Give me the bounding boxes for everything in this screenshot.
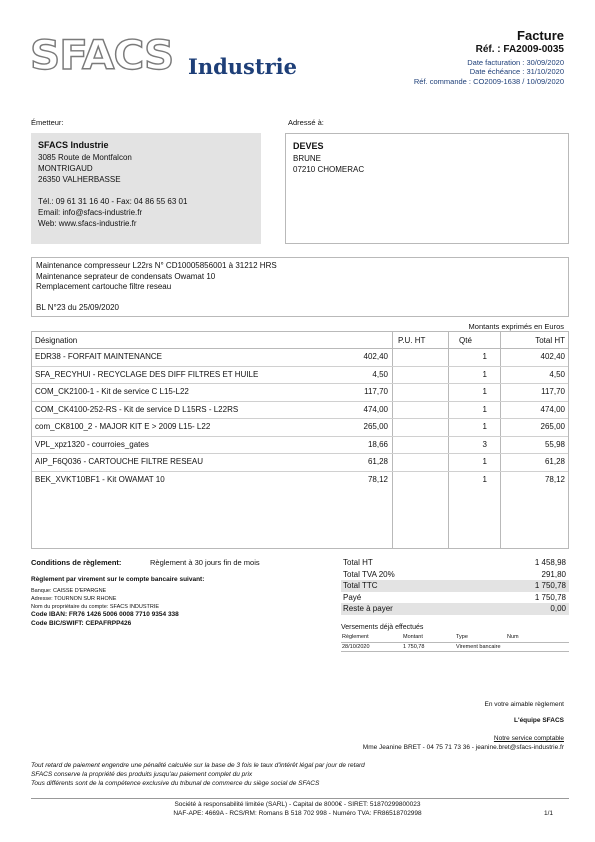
col-montant: Montant (403, 634, 423, 640)
legal-notice: Tout retard de paiement engendre une pénalité calculée sur la base de 3 fois le taux d'intérêt légal par jour de retard (31, 762, 365, 769)
item-unit-price: 61,28 (367, 457, 388, 466)
company-logo: SFACS (30, 33, 174, 79)
payment-amount: 1 750,78 (403, 644, 425, 650)
recipient-name: DEVES (293, 141, 324, 151)
item-quantity: 1 (482, 404, 487, 414)
col-designation: Désignation (35, 336, 78, 345)
table-row (32, 453, 568, 472)
total-label: Total TTC (343, 581, 378, 590)
item-quantity: 1 (482, 352, 487, 361)
item-total: 265,00 (540, 422, 565, 431)
description-line: Maintenance compresseur L22rs N° CD10005856001 à 31212 HRS (36, 261, 277, 270)
item-designation: AIP_F6Q036 - CARTOUCHE FILTRE RESEAU (35, 457, 204, 466)
total-label: Reste à payer (343, 604, 393, 613)
description-line: Maintenance seprateur de condensats Owamat 10 (36, 271, 216, 281)
intervention-description (31, 257, 569, 317)
item-designation: EDR38 - FORFAIT MAINTENANCE (35, 352, 162, 361)
table-row (32, 348, 568, 367)
sender-address-3: 26350 VALHERBASSE (38, 175, 121, 184)
invoice-ref: Réf. : FA2009-0035 (475, 44, 564, 55)
company-legal-info: Société à responsabilité limitée (SARL) - Capital de 8000€ - SIRET: 51870299800023 (174, 801, 421, 808)
item-total: 61,28 (544, 457, 565, 466)
table-header (32, 332, 568, 349)
col-quantity: Qté (459, 336, 472, 345)
item-designation: COM_CK4100-252-RS - Kit de service D L15RS - L22RS (35, 404, 239, 414)
item-unit-price: 4,50 (372, 369, 388, 379)
item-total: 4,50 (549, 369, 565, 379)
sender-label: Émetteur: (31, 118, 64, 127)
legal-notice: Tous différents sont de la compétence exclusive du tribunal de commerce du siège social de SFACS (31, 780, 320, 787)
currency-note: Montants exprimés en Euros (468, 322, 564, 331)
table-row (32, 401, 568, 420)
payments-header (341, 634, 569, 643)
sender-name: SFACS Industrie (38, 140, 109, 150)
sender-address-1: 3085 Route de Montfalcon (38, 153, 132, 162)
payment-terms-value: Règlement à 30 jours fin de mois (150, 558, 260, 567)
invoice-title: Facture (517, 28, 564, 43)
item-quantity: 1 (482, 422, 487, 431)
total-tva-row (341, 569, 569, 581)
iban: Code IBAN: FR76 1426 5006 0008 7710 9354 338 (31, 611, 179, 618)
total-ttc-row (341, 580, 569, 592)
recipient-block (285, 133, 569, 244)
item-designation: SFA_RECYHUI - RECYCLAGE DES DIFF FILTRES ET HUILE (35, 369, 259, 379)
item-quantity: 1 (482, 369, 487, 379)
item-designation: com_CK8100_2 - MAJOR KIT E > 2009 L15- L22 (35, 422, 211, 431)
accounting-contact: Mme Jeanine BRET - 04 75 71 73 36 - jeanine.bret@sfacs-industrie.fr (362, 744, 564, 751)
col-unit-price: P.U. HT (398, 336, 426, 345)
total-label: Total HT (343, 558, 373, 567)
total-label: Total TVA 20% (343, 569, 395, 579)
bank-address: Adresse: TOURNON SUR RHONE (31, 596, 117, 602)
payment-terms-label: Conditions de règlement: (31, 558, 122, 567)
total-label: Payé (343, 592, 362, 602)
sender-block (31, 133, 261, 244)
total-value: 0,00 (550, 604, 566, 613)
item-total: 78,12 (544, 474, 565, 484)
total-value: 1 458,98 (534, 558, 566, 567)
bank-transfer-heading: Règlement par virement sur le compte bancaire suivant: (31, 576, 205, 583)
legal-notice: SFACS conserve la propriété des produits jusqu'au paiement complet du prix (31, 771, 253, 778)
payment-type: Virement bancaire (456, 644, 501, 650)
company-registration-info: NAF-APE: 4669A - RCS/RM: Romans B 518 702 998 - Numéro TVA: FR86518702998 (173, 810, 422, 817)
sender-phone: Tél.: 09 61 31 16 40 - Fax: 04 86 55 63 01 (38, 197, 188, 206)
payment-date: 28/10/2020 (342, 644, 370, 650)
item-designation: VPL_xpz1320 - courroies_gates (35, 439, 149, 449)
footer-divider (31, 798, 569, 799)
item-total: 117,70 (541, 387, 565, 396)
payments-made-table (341, 634, 569, 652)
sender-email[interactable]: Email: info@sfacs-industrie.fr (38, 208, 143, 217)
item-quantity: 1 (482, 474, 487, 484)
item-total: 474,00 (540, 404, 565, 414)
item-quantity: 3 (482, 439, 487, 449)
table-row (32, 471, 568, 489)
table-row (32, 366, 568, 385)
page-number: 1/1 (543, 810, 553, 817)
item-total: 55,98 (544, 439, 565, 449)
item-unit-price: 474,00 (363, 404, 388, 414)
item-designation: COM_CK2100-1 - Kit de service C L15-L22 (35, 387, 189, 396)
sender-website[interactable]: Web: www.sfacs-industrie.fr (38, 219, 137, 228)
recipient-line-2: 07210 CHOMERAC (293, 165, 365, 174)
paid-row (341, 592, 569, 604)
closing-team: L'équipe SFACS (514, 717, 564, 724)
item-quantity: 1 (482, 387, 487, 396)
total-value: 1 750,78 (534, 581, 566, 590)
closing-regards: En votre aimable règlement (484, 701, 564, 708)
item-unit-price: 78,12 (367, 474, 388, 484)
accounting-service: Notre service comptable (493, 735, 564, 742)
recipient-label: Adressé à: (288, 118, 324, 127)
payments-made-heading: Versements déjà effectués (341, 624, 424, 631)
total-value: 291,80 (541, 569, 566, 579)
item-unit-price: 18,66 (367, 439, 388, 449)
invoice-date: Date facturation : 30/09/2020 (467, 58, 564, 67)
bank-name: Banque: CAISSE D'EPARGNE (31, 588, 107, 594)
table-row (32, 436, 568, 455)
col-type: Type (456, 634, 468, 640)
delivery-note-ref: BL N°23 du 25/09/2020 (36, 303, 119, 312)
item-unit-price: 265,00 (363, 422, 388, 431)
item-quantity: 1 (482, 457, 487, 466)
item-unit-price: 117,70 (364, 387, 388, 396)
col-reglement: Règlement (342, 634, 369, 640)
remaining-row (341, 603, 569, 615)
due-date: Date échéance : 31/10/2020 (469, 67, 564, 76)
table-row (32, 418, 568, 437)
item-designation: BEK_XVKT10BF1 - Kit OWAMAT 10 (35, 474, 165, 484)
total-value: 1 750,78 (534, 592, 566, 602)
col-total: Total HT (535, 336, 565, 345)
company-logo-subtitle: Industrie (188, 54, 297, 79)
item-total: 402,40 (540, 352, 565, 361)
sender-address-2: MONTRIGAUD (38, 164, 93, 173)
order-ref: Réf. commande : CO2009-1638 / 10/09/2020 (413, 77, 564, 86)
account-owner: Nom du propriétaire du compte: SFACS INDUSTRIE (31, 604, 160, 610)
table-row (32, 383, 568, 402)
items-table (31, 331, 569, 549)
col-num: Num (507, 634, 519, 640)
description-line: Remplacement cartouche filtre reseau (36, 282, 172, 291)
payments-row (341, 643, 569, 652)
bic: Code BIC/SWIFT: CEPAFRPP426 (31, 620, 132, 627)
total-ht-row (341, 557, 569, 569)
item-unit-price: 402,40 (363, 352, 388, 361)
recipient-line-1: BRUNE (293, 154, 322, 163)
